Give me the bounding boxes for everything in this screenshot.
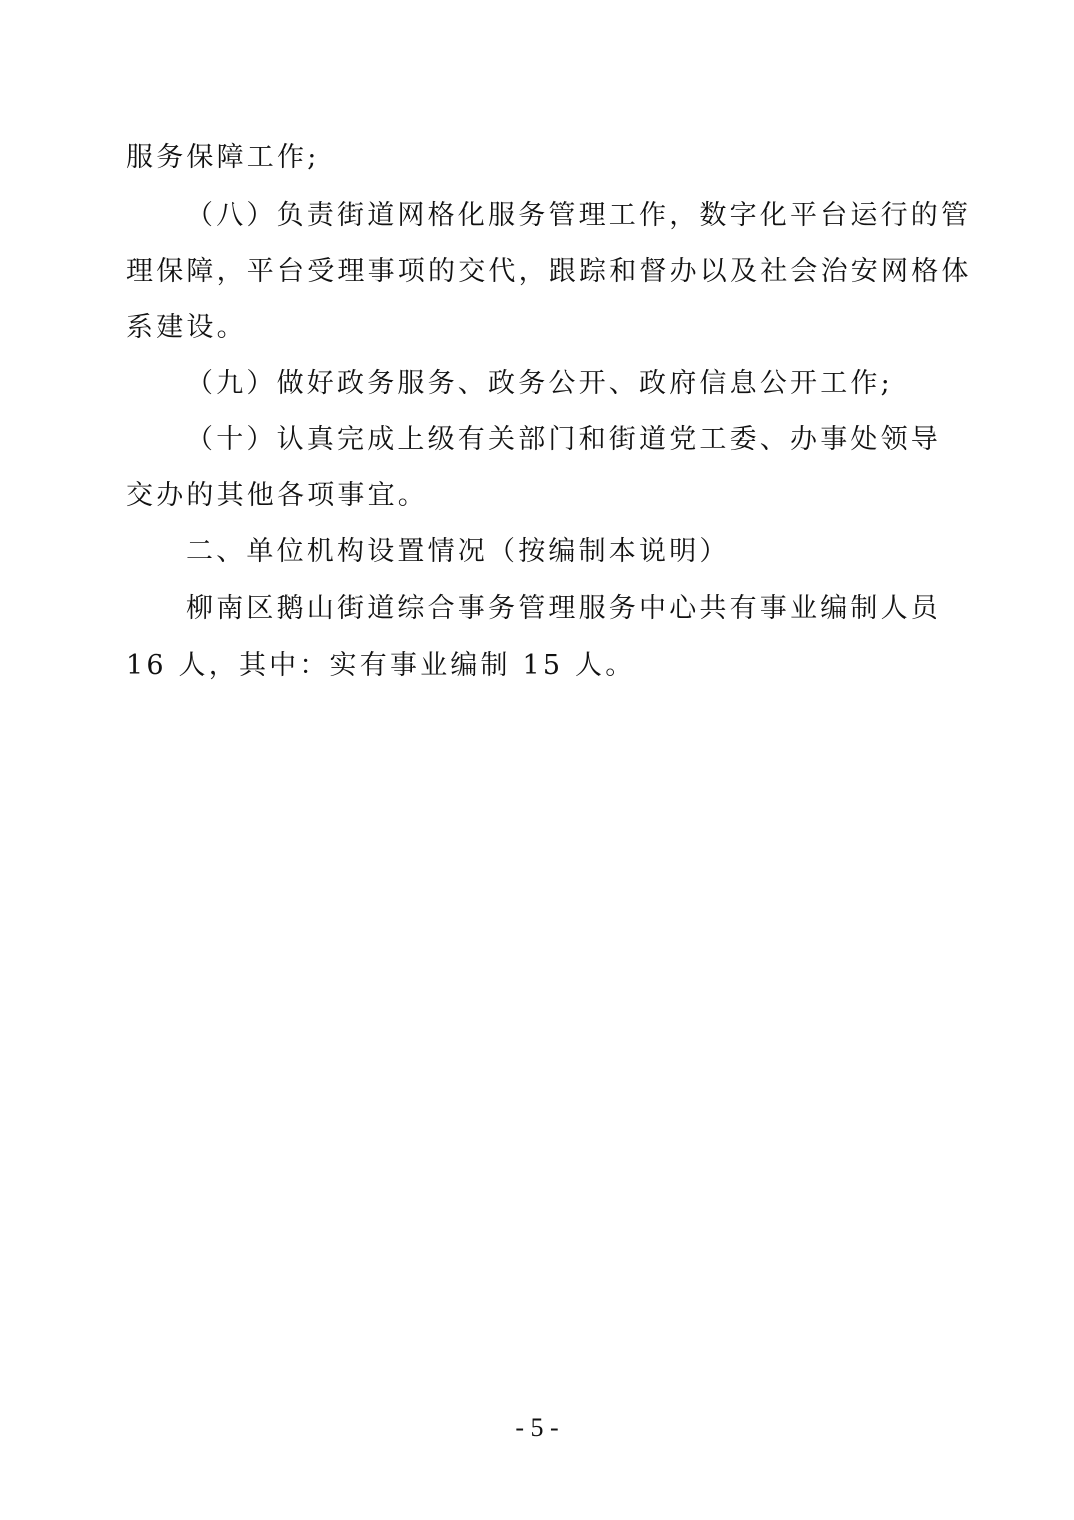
line-text: （十）认真完成上级有关部门和街道党工委、办事处领导 <box>186 424 941 455</box>
line-text: 理保障，平台受理事项的交代，跟踪和督办以及社会治安网格体 <box>126 256 972 287</box>
section-heading-2 <box>0 534 1074 570</box>
line-text: 服务保障工作; <box>126 142 320 173</box>
page-number: - 5 - <box>515 1413 559 1442</box>
text-line-item-9 <box>0 366 1074 402</box>
text-line-item-10-end <box>0 478 1074 514</box>
text-line-item-10 <box>0 422 1074 458</box>
line-text: 柳南区鹅山街道综合事务管理服务中心共有事业编制人员 <box>186 593 941 624</box>
line-text: 16 人，其中：实有事业编制 15 人。 <box>126 650 636 681</box>
line-text: （九）做好政务服务、政务公开、政府信息公开工作; <box>186 368 893 399</box>
text-line-staffing <box>0 591 1074 627</box>
line-text: （八）负责街道网格化服务管理工作，数字化平台运行的管 <box>186 200 972 231</box>
text-line-item-8-end <box>0 310 1074 346</box>
text-line-staffing-end <box>0 648 1074 684</box>
text-line-item-8 <box>0 198 1074 234</box>
line-text: 系建设。 <box>126 312 247 343</box>
line-text: 二、单位机构设置情况（按编制本说明） <box>186 536 730 567</box>
text-line-item-8-cont <box>0 254 1074 290</box>
line-text: 交办的其他各项事宜。 <box>126 480 428 511</box>
text-line-service-guarantee <box>0 140 1074 176</box>
